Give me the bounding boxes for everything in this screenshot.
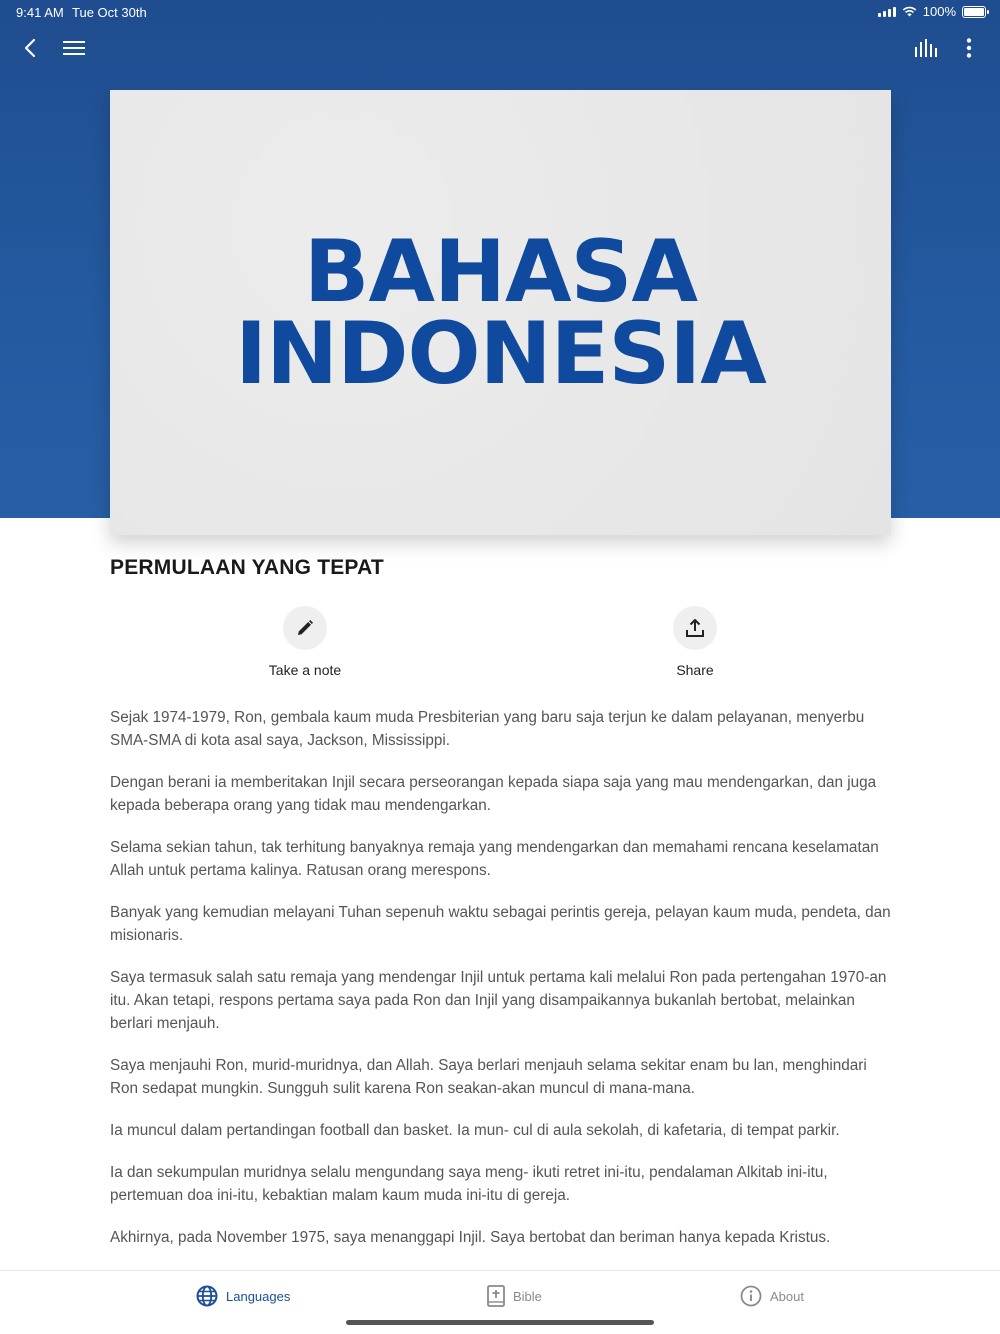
status-date: Tue Oct 30th bbox=[72, 5, 147, 20]
paragraph: Sejak 1974-1979, Ron, gembala kaum muda Presbiterian yang baru saja terjun ke dalam pelayanan, menyerbu SMA-SMA di kota asal saya, Jackson, Mississippi. bbox=[110, 709, 865, 749]
lesson-content bbox=[110, 706, 895, 1268]
globe-icon bbox=[196, 1285, 218, 1307]
paragraph: Ia dan sekumpulan muridnya selalu mengundang saya meng- ikuti retret ini-itu, pendalaman Alkitab ini-itu, pertemuan doa ini-itu, kebaktian malam kaum muda ini-itu di gereja. bbox=[110, 1164, 828, 1204]
paragraph: Akhirnya, pada November 1975, saya menanggapi Injil. Saya bertobat dan beriman hanya kepada Kristus. bbox=[110, 1229, 831, 1246]
paragraph: Banyak yang kemudian melayani Tuhan sepenuh waktu sebagai perintis gereja, pelayan kaum muda, pendeta, dan misionaris. bbox=[110, 904, 891, 944]
hero-banner bbox=[110, 90, 891, 535]
lesson-title: PERMULAAN YANG TEPAT bbox=[110, 556, 384, 579]
tab-bible[interactable] bbox=[487, 1285, 542, 1307]
take-note-button[interactable] bbox=[225, 606, 385, 678]
status-bar bbox=[0, 0, 1000, 24]
info-icon bbox=[740, 1285, 762, 1307]
share-button[interactable] bbox=[615, 606, 775, 678]
take-note-circle[interactable] bbox=[283, 606, 327, 650]
more-vertical-icon bbox=[966, 38, 972, 58]
status-indicators bbox=[878, 4, 986, 19]
paragraph: Selama sekian tahun, tak terhitung banyaknya remaja yang mendengarkan dan memahami rencana keselamatan Allah untuk pertama kalinya. Ratusan orang merespons. bbox=[110, 839, 879, 879]
tab-about-label: About bbox=[770, 1288, 804, 1304]
tab-languages-label: Languages bbox=[226, 1288, 291, 1304]
tab-about[interactable] bbox=[740, 1285, 804, 1307]
share-icon bbox=[685, 618, 705, 638]
take-note-label: Take a note bbox=[268, 662, 342, 678]
paragraph: Ia muncul dalam pertandingan football dan basket. Ia mun- cul di aula sekolah, di kafetaria, di tempat parkir. bbox=[110, 1122, 840, 1139]
status-time: 9:41 AM bbox=[16, 5, 64, 20]
bible-icon bbox=[487, 1285, 505, 1307]
chevron-left-icon bbox=[23, 38, 37, 58]
back-button[interactable] bbox=[14, 32, 46, 64]
tab-bible-label: Bible bbox=[513, 1288, 542, 1304]
wifi-icon bbox=[902, 6, 917, 17]
signal-icon bbox=[878, 7, 896, 17]
share-label: Share bbox=[676, 662, 714, 678]
hamburger-icon bbox=[63, 40, 85, 56]
paragraph: Saya menjauhi Ron, murid-muridnya, dan Allah. Saya berlari menjauh selama sekitar enam bu lan, menghindari Ron sedapat mungkin. Sungguh sulit karena Ron seakan-akan muncul di mana-mana. bbox=[110, 1057, 867, 1097]
share-circle[interactable] bbox=[673, 606, 717, 650]
audio-bars-icon bbox=[914, 39, 938, 57]
home-indicator[interactable] bbox=[346, 1320, 654, 1325]
paragraph: Dengan berani ia memberitakan Injil secara perseorangan kepada siapa saja yang mau mendengarkan, dan juga kepada beberapa orang yang tidak mau mendengarkan. bbox=[110, 774, 877, 814]
audio-button[interactable] bbox=[910, 32, 942, 64]
tab-languages[interactable] bbox=[196, 1285, 290, 1307]
battery-percent: 100% bbox=[922, 4, 956, 19]
battery-icon bbox=[962, 6, 986, 18]
hero-title-line-1: BAHASA bbox=[303, 221, 698, 322]
hero-title-line-2: INDONESIA bbox=[235, 303, 766, 404]
paragraph: Saya termasuk salah satu remaja yang mendengar Injil untuk pertama kali melalui Ron pada pertengahan 1970-an itu. Akan tetapi, respons pertama saya pada Ron dan Injil yang disampaikannya bukanlah bertobat, melainkan berlari menjauh. bbox=[110, 969, 887, 1032]
menu-button[interactable] bbox=[58, 32, 90, 64]
pencil-icon bbox=[296, 619, 314, 637]
more-button[interactable] bbox=[953, 32, 985, 64]
